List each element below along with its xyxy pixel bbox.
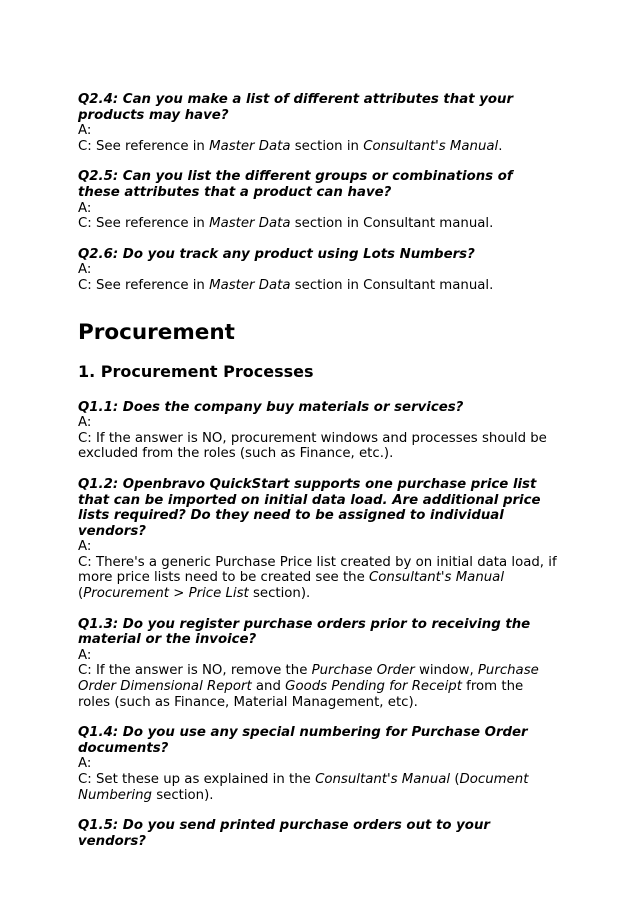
question-block: [78, 400, 558, 462]
answer-label: A:: [78, 539, 92, 555]
question-text: Q1.2: Openbravo QuickStart supports one purchase price list that can be imported on initial data load. Are additional price lists required? Do they need to be assigned to individual vendors?: [78, 476, 541, 539]
answer-label: A:: [78, 647, 92, 663]
question-block: [78, 617, 558, 711]
master-data-questions: [78, 92, 558, 294]
comment-reference: Consultant's Manual: [363, 138, 499, 154]
comment-segment: C: See reference in: [78, 277, 210, 293]
comment-segment: C: There's a generic Purchase Price list created by on initial data load, if more price lists need to be created see the: [78, 554, 557, 586]
answer-label: A:: [78, 415, 92, 431]
comment-reference: Consultant's Manual: [315, 772, 451, 787]
comment-reference: Consultant's Manual: [369, 570, 505, 586]
document-page: [78, 92, 558, 849]
comment-text: [78, 555, 558, 602]
comment-reference: Master Data: [209, 277, 291, 293]
comment-text: [78, 431, 558, 462]
answer-label: A:: [78, 200, 92, 216]
question-block: [78, 725, 558, 803]
comment-reference: Master Data: [209, 138, 291, 154]
question-text: Q2.6: Do you track any product using Lots Numbers?: [78, 246, 475, 262]
section-title: Procurement: [78, 319, 235, 345]
question-text: Q2.5: Can you list the different groups or combinations of these attributes that a product can have?: [78, 169, 513, 200]
comment-segment: section).: [151, 787, 214, 803]
answer-label: A:: [78, 262, 92, 278]
procurement-questions: [78, 400, 558, 850]
comment-text: [78, 663, 558, 710]
comment-segment: section in Consultant manual.: [290, 216, 494, 232]
question-block: [78, 247, 558, 294]
comment-reference: Procurement > Price List: [83, 586, 249, 602]
subsection-title: 1. Procurement Processes: [78, 361, 314, 381]
comment-segment: C: See reference in: [78, 216, 210, 232]
comment-segment: C: If the answer is NO, procurement windows and processes should be excluded from the roles (such as Finance, etc.).: [78, 430, 547, 462]
comment-segment: C: If the answer is NO, remove the: [78, 663, 312, 679]
comment-reference: Goods Pending for Receipt: [285, 679, 462, 695]
question-text: Q2.4: Can you make a list of different attributes that your products may have?: [78, 92, 514, 123]
question-text: Q1.5: Do you send printed purchase orders out to your vendors?: [78, 818, 490, 849]
question-text: Q1.3: Do you register purchase orders prior to receiving the material or the invoice?: [78, 616, 531, 648]
answer-label: A:: [78, 123, 92, 139]
question-block: [78, 92, 558, 154]
answer-label: A:: [78, 756, 92, 772]
question-text: Q1.1: Does the company buy materials or services?: [78, 399, 464, 415]
comment-text: [78, 216, 558, 232]
question-block: [78, 477, 558, 602]
comment-segment: from the roles (such as Finance, Material Management, etc).: [78, 679, 524, 710]
comment-text: [78, 139, 558, 155]
comment-segment: C: Set these up as explained in the: [78, 772, 316, 787]
comment-segment: section).: [248, 586, 311, 602]
comment-reference: Master Data: [209, 216, 291, 232]
comment-segment: section in Consultant manual.: [290, 277, 494, 293]
comment-reference: Document Numbering: [78, 772, 529, 803]
question-block: [78, 169, 558, 231]
comment-reference: Purchase Order: [311, 663, 415, 679]
comment-segment: C: See reference in: [78, 138, 210, 154]
comment-text: [78, 278, 558, 294]
comment-segment: (: [78, 586, 84, 602]
comment-segment: .: [498, 138, 503, 154]
comment-segment: window,: [414, 663, 478, 679]
comment-text: [78, 772, 558, 803]
question-block: [78, 818, 558, 849]
comment-reference: Purchase Order Dimensional Report: [78, 663, 539, 695]
comment-segment: section in: [290, 138, 364, 154]
question-text: Q1.4: Do you use any special numbering for Purchase Order documents?: [78, 725, 528, 756]
comment-segment: (: [450, 772, 460, 787]
comment-segment: and: [251, 679, 286, 695]
